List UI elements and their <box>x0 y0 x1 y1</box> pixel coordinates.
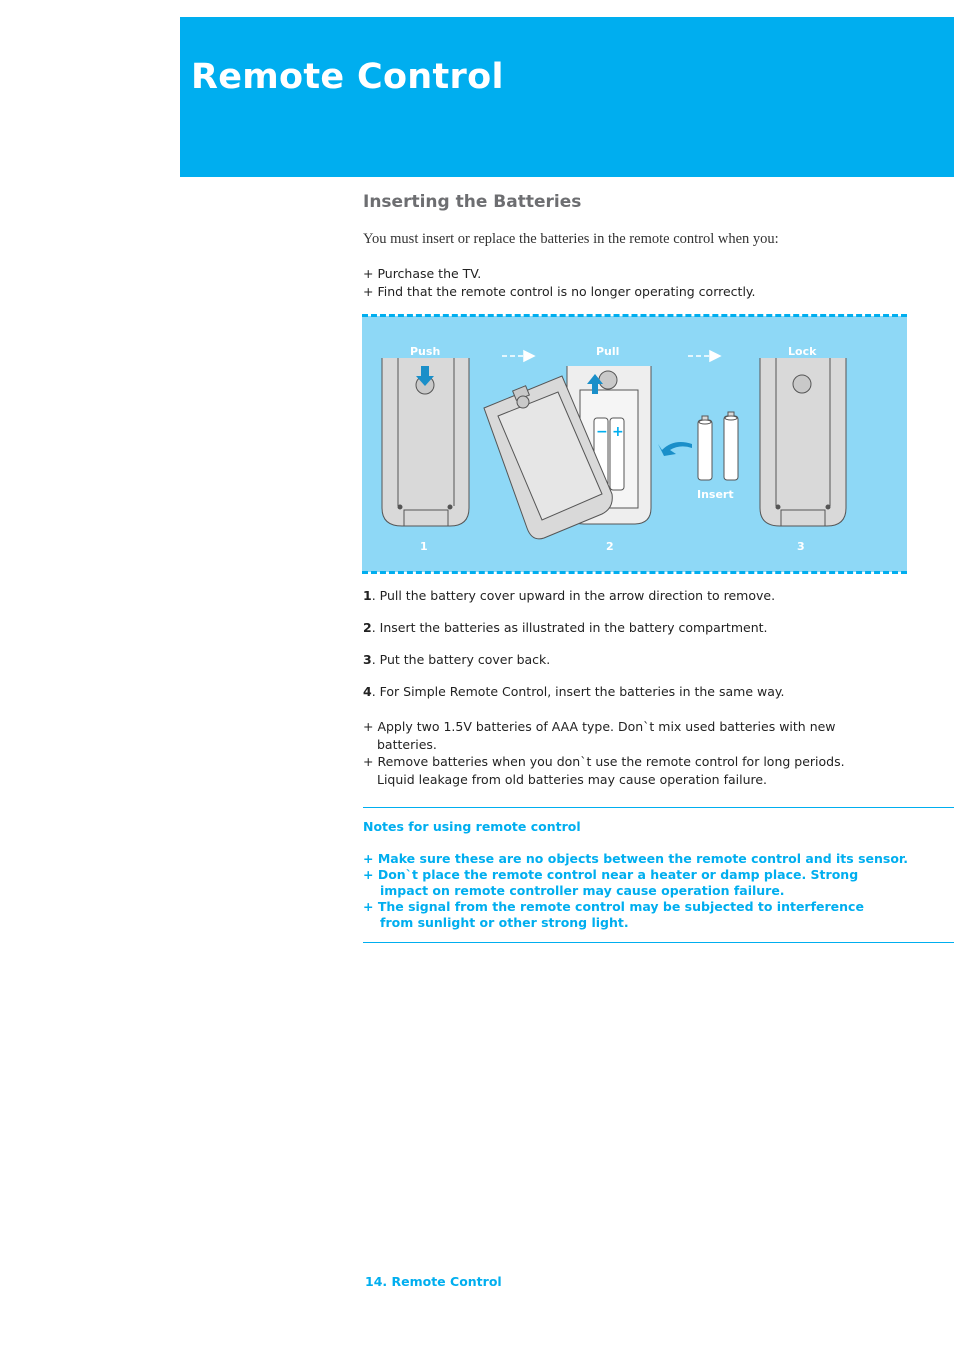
minus-sign: − <box>596 424 608 440</box>
bullet-item: + Find that the remote control is no longer operating correctly. <box>363 284 756 299</box>
steps-list <box>363 588 784 716</box>
note-line: + Make sure these are no objects between the remote control and its sensor. <box>363 851 909 866</box>
divider-top <box>363 807 954 808</box>
note-line: + The signal from the remote control may be subjected to interference <box>363 899 864 914</box>
label-insert: Insert <box>697 488 734 501</box>
battery-tips <box>363 718 903 788</box>
step-number-1: 1 <box>420 540 428 553</box>
arrow-right-icon <box>688 351 720 361</box>
battery-icon <box>724 412 738 480</box>
tip-line: + Apply two 1.5V batteries of AAA type. Don`t mix used batteries with new <box>363 719 836 734</box>
step-item <box>363 652 784 684</box>
tip-line: + Remove batteries when you don`t use the remote control for long periods. <box>363 754 845 769</box>
tip-line: batteries. <box>377 736 437 752</box>
step-item <box>363 588 784 620</box>
step-number: 2 <box>363 620 372 635</box>
step-text: . Insert the batteries as illustrated in the battery compartment. <box>371 620 768 635</box>
step-number: 3 <box>363 652 372 667</box>
step-text: . Put the battery cover back. <box>371 652 551 667</box>
arrow-right-icon <box>502 351 534 361</box>
bullet-item: + Purchase the TV. <box>363 266 482 281</box>
page-header <box>180 17 954 177</box>
step-number-3: 3 <box>797 540 805 553</box>
battery-illustration <box>362 316 907 572</box>
insert-arrow-icon <box>658 442 692 456</box>
plus-sign: + <box>612 424 624 440</box>
section-title: Inserting the Batteries <box>363 192 582 212</box>
step-number: 1 <box>363 588 372 603</box>
note-line: from sunlight or other strong light. <box>380 915 629 930</box>
note-line: impact on remote controller may cause operation failure. <box>380 883 785 898</box>
step-item <box>363 620 784 652</box>
divider-bottom <box>363 942 954 943</box>
step-number-2: 2 <box>606 540 614 553</box>
battery-icon <box>698 416 712 480</box>
step-text: . Pull the battery cover upward in the arrow direction to remove. <box>371 588 776 603</box>
step-number: 4 <box>363 684 372 699</box>
intro-text: You must insert or replace the batteries in the remote control when you: <box>363 231 779 247</box>
step-item <box>363 684 784 716</box>
remote-locked-icon <box>760 358 846 526</box>
label-lock: Lock <box>788 345 817 358</box>
step-text: . For Simple Remote Control, insert the batteries in the same way. <box>371 684 785 699</box>
notes-box <box>363 819 953 931</box>
note-line: + Don`t place the remote control near a heater or damp place. Strong <box>363 867 859 882</box>
label-push: Push <box>410 345 441 358</box>
page-footer: 14. Remote Control <box>365 1274 502 1289</box>
notes-title: Notes for using remote control <box>363 819 581 834</box>
illustration-svg <box>362 316 907 572</box>
tip-line: Liquid leakage from old batteries may cause operation failure. <box>377 771 768 787</box>
label-pull: Pull <box>596 345 620 358</box>
page-title: Remote Control <box>191 57 504 97</box>
bullet-list <box>363 265 756 301</box>
